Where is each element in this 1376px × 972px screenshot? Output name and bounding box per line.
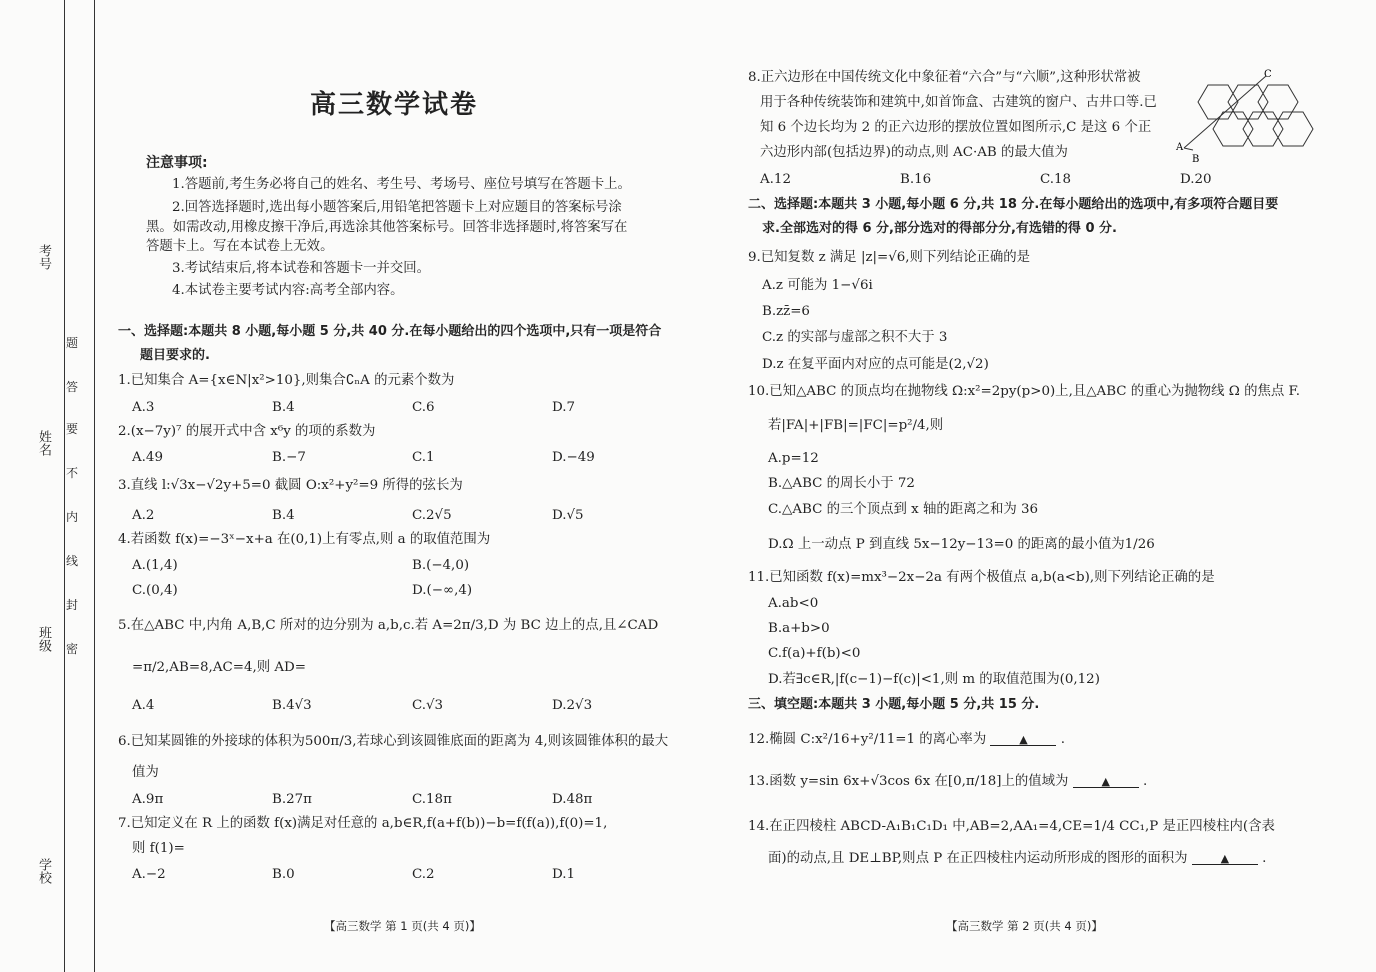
seal-char: 不 — [66, 466, 79, 480]
class-label: 班级 — [36, 626, 51, 652]
question-stem: 11.已知函数 f(x)=mx³−2x−2a 有两个极值点 a,b(a<b),则下列结论正确的是 — [748, 570, 1215, 585]
options-row — [132, 792, 592, 807]
option: C.△ABC 的三个顶点到 x 轴的距离之和为 36 — [768, 502, 1039, 517]
option: B.a+b>0 — [768, 621, 830, 636]
seal-char: 密 — [66, 642, 79, 656]
fill-question — [768, 852, 1266, 865]
option: B.4 — [272, 508, 295, 523]
options-row — [132, 867, 575, 882]
option: A.ab<0 — [768, 596, 819, 611]
option: D.z 在复平面内对应的点可能是(2,√2) — [762, 357, 989, 372]
section-heading: 求.全部选对的得 6 分,部分选对的得部分分,有选错的得 0 分. — [762, 221, 1117, 236]
answer-blank: ▲ — [1073, 776, 1139, 788]
punct: . — [1060, 732, 1066, 747]
option: C.(0,4) — [132, 583, 178, 598]
hexagon — [1258, 85, 1298, 119]
question-stem: 六边形内部(包括边界)的动点,则 AC·AB 的最大值为 — [760, 145, 1068, 160]
section-heading: 一、选择题:本题共 8 小题,每小题 5 分,共 40 分.在每小题给出的四个选项中,只有一项是符合 — [118, 324, 662, 339]
option: A.z 可能为 1−√6i — [762, 278, 873, 293]
segment-ab — [1184, 148, 1193, 150]
options-row — [132, 698, 592, 713]
notice-line: 答题卡上。写在本试卷上无效。 — [146, 239, 334, 254]
figure-label: C — [1264, 69, 1272, 80]
options-row — [132, 450, 595, 465]
question-stem: 知 6 个边长均为 2 的正六边形的摆放位置如图所示,C 是这 6 个正 — [760, 120, 1152, 135]
exam-title: 高三数学试卷 — [310, 90, 479, 120]
option: B.0 — [272, 867, 295, 882]
option: C.1 — [412, 450, 435, 465]
option: A.4 — [132, 698, 155, 713]
punct: . — [1142, 774, 1148, 789]
question-stem: 12.椭圆 C:x²/16+y²/11=1 的离心率为 — [748, 732, 987, 747]
question-stem: =π/2,AB=8,AC=4,则 AD= — [132, 660, 306, 675]
option: D.1 — [552, 867, 576, 882]
figure-label: A — [1176, 142, 1184, 153]
page-footer: 【高三数学 第 2 页(共 4 页)】 — [946, 919, 1103, 933]
option: D.Ω 上一动点 P 到直线 5x−12y−13=0 的距离的最小值为1/26 — [768, 537, 1155, 552]
option: B.(−4,0) — [412, 558, 470, 573]
question-stem: 则 f(1)= — [132, 841, 185, 856]
margin-line — [64, 0, 65, 972]
option: A.3 — [132, 400, 155, 415]
seal-char: 线 — [66, 554, 79, 568]
question-stem: 用于各种传统装饰和建筑中,如首饰盒、古建筑的窗户、古井口等.已 — [760, 95, 1157, 110]
notice-line: 4.本试卷主要考试内容:高考全部内容。 — [172, 283, 404, 298]
hexagon — [1273, 112, 1313, 146]
option: C.√3 — [412, 698, 444, 713]
option: B.4 — [272, 400, 295, 415]
option: D.若∃c∈R,|f(c−1)−f(c)|<1,则 m 的取值范围为(0,12) — [768, 672, 1100, 687]
question-stem: 4.若函数 f(x)=−3ˣ−x+a 在(0,1)上有零点,则 a 的取值范围为 — [118, 532, 491, 547]
question-stem: 14.在正四棱柱 ABCD-A₁B₁C₁D₁ 中,AB=2,AA₁=4,CE=1/4 CC₁,P 是正四棱柱内(含表 — [748, 819, 1275, 834]
option: C.18 — [1040, 172, 1072, 187]
fill-question — [748, 733, 1065, 746]
option: C.2√5 — [412, 508, 452, 523]
option: D.20 — [1180, 172, 1212, 187]
question-stem: 2.(x−7y)⁷ 的展开式中含 x⁶y 的项的系数为 — [118, 424, 376, 439]
question-stem: 3.直线 l:√3x−√2y+5=0 截圆 O:x²+y²=9 所得的弦长为 — [118, 478, 463, 493]
page-footer: 【高三数学 第 1 页(共 4 页)】 — [324, 919, 481, 933]
question-stem: 10.已知△ABC 的顶点均在抛物线 Ω:x²=2py(p>0)上,且△ABC 的重心为抛物线 Ω 的焦点 F. — [748, 384, 1301, 399]
question-stem: 值为 — [132, 765, 159, 780]
option: D.(−∞,4) — [412, 583, 473, 598]
option: A.−2 — [132, 867, 166, 882]
option: D.−49 — [552, 450, 595, 465]
hexagon-figure — [1170, 68, 1320, 168]
exam-number-label: 考号 — [36, 244, 51, 270]
fill-question — [748, 775, 1147, 788]
option: C.2 — [412, 867, 435, 882]
option: D.√5 — [552, 508, 584, 523]
option: A.12 — [760, 172, 791, 187]
options-row — [132, 400, 575, 415]
question-stem: 6.已知某圆锥的外接球的体积为500π/3,若球心到该圆锥底面的距离为 4,则该圆锥体积的最大 — [118, 734, 669, 749]
notice-heading: 注意事项: — [146, 155, 208, 171]
seal-char: 答 — [66, 380, 79, 394]
question-stem: 5.在△ABC 中,内角 A,B,C 所对的边分别为 a,b,c.若 A=2π/3,D 为 BC 边上的点,且∠CAD — [118, 618, 659, 633]
option: A.(1,4) — [132, 558, 178, 573]
question-stem: 1.已知集合 A={x∈N|x²>10},则集合∁ₙA 的元素个数为 — [118, 373, 455, 388]
section-heading: 三、填空题:本题共 3 小题,每小题 5 分,共 15 分. — [748, 697, 1040, 712]
options-row — [132, 508, 584, 523]
option: A.9π — [132, 792, 164, 807]
option: D.2√3 — [552, 698, 593, 713]
notice-line: 3.考试结束后,将本试卷和答题卡一并交回。 — [172, 261, 431, 276]
seal-char: 内 — [66, 510, 79, 524]
option: B.27π — [272, 792, 312, 807]
options-row — [760, 172, 1212, 187]
notice-line: 黑。如需改动,用橡皮擦干净后,再选涂其他答案标号。回答非选择题时,将答案写在 — [146, 220, 628, 235]
hexagon — [1243, 112, 1283, 146]
name-label: 姓名 — [36, 430, 51, 456]
option: D.48π — [552, 792, 593, 807]
answer-blank: ▲ — [1192, 853, 1258, 865]
options-row — [132, 583, 472, 598]
margin-line — [94, 0, 95, 972]
option: A.49 — [132, 450, 163, 465]
punct: . — [1262, 851, 1267, 866]
option: C.6 — [412, 400, 435, 415]
options-row — [132, 558, 469, 573]
hexagon — [1198, 85, 1238, 119]
question-stem: 面)的动点,且 DE⊥BP,则点 P 在正四棱柱内运动所形成的图形的面积为 — [768, 851, 1188, 866]
seal-char: 封 — [66, 598, 79, 612]
question-stem: 13.函数 y=sin 6x+√3cos 6x 在[0,π/18]上的值域为 — [748, 774, 1069, 789]
option: C.z 的实部与虚部之积不大于 3 — [762, 330, 948, 345]
seal-char: 题 — [66, 336, 79, 350]
answer-blank: ▲ — [990, 734, 1056, 746]
binding-margin — [0, 0, 96, 972]
option: B.16 — [900, 172, 932, 187]
option: C.18π — [412, 792, 452, 807]
option: A.p=12 — [768, 451, 819, 466]
option: B.−7 — [272, 450, 306, 465]
hexagon — [1228, 85, 1268, 119]
question-stem: 9.已知复数 z 满足 |z|=√6,则下列结论正确的是 — [748, 250, 1031, 265]
question-stem: 8.正六边形在中国传统文化中象征着“六合”与“六顺”,这种形状常被 — [748, 70, 1141, 85]
option: B.△ABC 的周长小于 72 — [768, 476, 915, 491]
notice-line: 1.答题前,考生务必将自己的姓名、考生号、考场号、座位号填写在答题卡上。 — [172, 177, 631, 192]
figure-label: B — [1192, 154, 1200, 165]
question-stem: 7.已知定义在 R 上的函数 f(x)满足对任意的 a,b∈R,f(a+f(b))−b=f(f(a)),f(0)=1, — [118, 816, 608, 831]
option: C.f(a)+f(b)<0 — [768, 646, 861, 661]
option: B.zz̄=6 — [762, 304, 810, 319]
question-stem: 若|FA|+|FB|=|FC|=p²/4,则 — [768, 418, 944, 433]
option: A.2 — [132, 508, 155, 523]
section-heading: 二、选择题:本题共 3 小题,每小题 6 分,共 18 分.在每小题给出的选项中,有多项符合题目要 — [748, 197, 1279, 212]
school-label: 学校 — [36, 858, 51, 884]
option: D.7 — [552, 400, 576, 415]
seal-char: 要 — [66, 422, 79, 436]
notice-line: 2.回答选择题时,选出每小题答案后,用铅笔把答题卡上对应题目的答案标号涂 — [172, 200, 622, 215]
section-heading: 题目要求的. — [140, 348, 210, 363]
option: B.4√3 — [272, 698, 312, 713]
